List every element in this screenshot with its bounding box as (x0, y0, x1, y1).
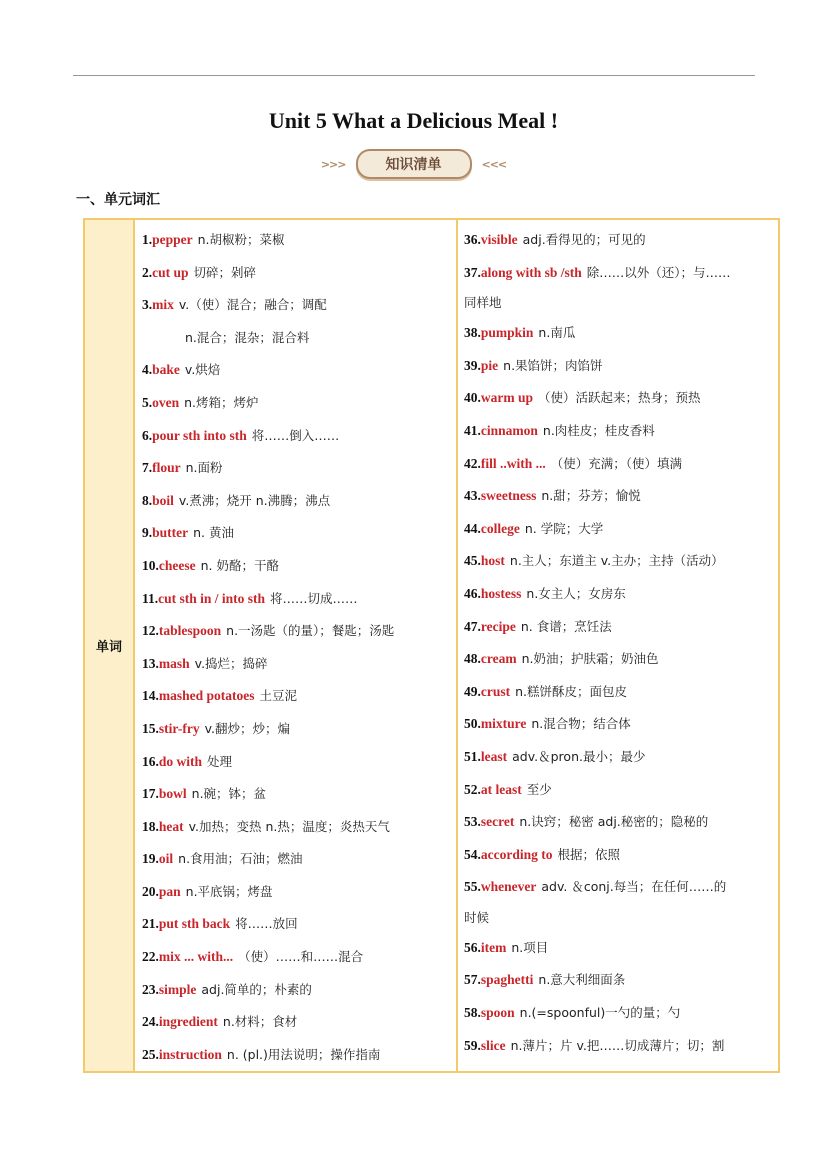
entry-definition: n.(=spoonful)一勺的量；勺 (519, 1005, 681, 1021)
entry-definition: n.诀窍；秘密 adj.秘密的；隐秘的 (519, 814, 709, 830)
entry-definition: adj.看得见的；可见的 (522, 232, 646, 247)
vocab-entry (464, 545, 778, 578)
entry-word: instruction (158, 1046, 222, 1062)
entry-word: crust (480, 683, 511, 699)
vocab-entry (142, 648, 456, 681)
entry-number: 38. (464, 325, 481, 341)
entry-definition: n.女主人；女房东 (526, 585, 626, 601)
entry-definition: （使）活跃起来；热身；预热 (538, 390, 701, 406)
entry-word: put sth back (158, 916, 231, 932)
entry-word: flour (152, 460, 181, 476)
entry-number: 42. (464, 455, 481, 471)
vocab-entry (142, 224, 456, 257)
entry-definition: v.加热；变热 n.热；温度；炎热天气 (188, 818, 390, 834)
entry-number: 19. (142, 851, 159, 867)
entry-definition: （使）……和……混合 (238, 949, 364, 965)
entry-number: 20. (142, 883, 159, 899)
entry-number: 5. (142, 394, 153, 410)
entry-word: pie (480, 357, 499, 373)
entry-definition: n.材料；食材 (222, 1014, 298, 1030)
entry-word: fill ..with ... (480, 455, 546, 471)
entry-word: at least (480, 781, 522, 797)
entry-word: according to (480, 846, 553, 862)
entry-word: pumpkin (480, 325, 534, 341)
entry-word: pan (158, 883, 181, 899)
vocab-entry (142, 257, 456, 290)
entry-word: recipe (480, 618, 516, 634)
entry-definition: n.果馅饼；肉馅饼 (503, 357, 603, 373)
entry-definition: 至少 (526, 781, 552, 797)
entry-number: 40. (464, 390, 481, 406)
vocab-entry (464, 676, 778, 709)
chevron-right-icon: >>> (320, 157, 346, 171)
entry-definition: n.糕饼酥皮；面包皮 (515, 683, 628, 699)
entry-definition: 切碎；剁碎 (193, 264, 257, 280)
entry-number: 18. (142, 818, 159, 834)
entry-definition: n.南瓜 (538, 325, 576, 341)
entry-word: cut up (152, 264, 189, 280)
entry-word: simple (158, 981, 197, 997)
entry-number: 21. (142, 916, 159, 932)
entry-number: 14. (142, 688, 159, 704)
entry-number: 37. (464, 264, 481, 280)
entry-definition: adv.＆pron.最小；最少 (512, 748, 646, 764)
entry-number: 58. (464, 1005, 481, 1021)
entry-word: mix (152, 297, 174, 313)
vocab-column-right (457, 219, 779, 1072)
vocab-entry (464, 480, 778, 513)
header-rule (73, 75, 755, 76)
vocab-entry (464, 997, 778, 1030)
entry-number: 16. (142, 753, 159, 769)
entry-definition: 根据；依照 (557, 846, 621, 862)
entry-number: 17. (142, 786, 159, 802)
vocab-entry (142, 843, 456, 876)
entry-definition: n.意大利细面条 (538, 972, 626, 988)
entry-definition: v.（使）混合；融合；调配 (178, 297, 327, 313)
entry-definition: n. 食谱；烹饪法 (520, 618, 612, 634)
vocab-entry (464, 611, 778, 644)
entry-number: 54. (464, 846, 481, 862)
entry-number: 49. (464, 683, 481, 699)
vocab-entry (464, 382, 778, 415)
vocab-entry (464, 708, 778, 741)
entry-number: 45. (464, 553, 481, 569)
knowledge-list-badge: 知识清单 (356, 149, 472, 179)
entry-number: 10. (142, 557, 159, 573)
row-label: 单词 (84, 219, 134, 1072)
vocab-entry (142, 420, 456, 453)
vocab-entry (142, 452, 456, 485)
vocab-entry (464, 964, 778, 997)
entry-number: 25. (142, 1046, 159, 1062)
vocab-entry (464, 932, 778, 965)
entry-number: 48. (464, 651, 481, 667)
entry-definition: （使）充满；（使）填满 (550, 455, 683, 471)
entry-definition: v.翻炒；炒；煸 (204, 720, 291, 736)
entry-number: 36. (464, 232, 481, 247)
entry-definition: v.煮沸；烧开 n.沸腾；沸点 (178, 492, 331, 508)
entry-word: pour sth into sth (152, 427, 247, 443)
entry-definition: n.混合物；结合体 (531, 716, 631, 732)
entry-number: 23. (142, 981, 159, 997)
entry-definition: n.平底锅；烤盘 (185, 883, 273, 899)
entry-number: 44. (464, 520, 481, 536)
entry-word: whenever (480, 879, 537, 895)
entry-number: 7. (142, 460, 153, 476)
vocab-entry (142, 550, 456, 583)
entry-definition-continued: 时候 (464, 909, 490, 925)
entry-definition: n. 黄油 (193, 525, 234, 541)
vocab-entry (464, 513, 778, 546)
vocab-entry (464, 871, 778, 904)
vocab-entry (142, 289, 456, 322)
vocab-entry (142, 615, 456, 648)
knowledge-list-badge-row (0, 148, 827, 180)
entry-definition: n.混合；混杂；混合料 (185, 329, 310, 345)
entry-definition: n.奶油；护肤霜；奶油色 (521, 651, 659, 667)
entry-number: 47. (464, 618, 481, 634)
section-heading: 一、单元词汇 (76, 192, 160, 208)
vocab-entry (142, 322, 456, 355)
entry-word: cream (480, 651, 517, 667)
entry-definition: n.碗；钵；盆 (191, 786, 267, 802)
entry-word: do with (158, 753, 203, 769)
entry-number: 43. (464, 488, 481, 504)
vocab-entry (142, 1039, 456, 1072)
entry-definition: 将……倒入…… (251, 427, 340, 443)
vocab-entry (464, 350, 778, 383)
page-title: Unit 5 What a Delicious Meal ! (268, 108, 559, 133)
entry-number: 11. (142, 590, 159, 606)
vocab-entry (464, 741, 778, 774)
entry-word: boil (152, 492, 174, 508)
vocab-entry (142, 941, 456, 974)
vocab-entry (142, 485, 456, 518)
entry-definition: v.烘焙 (184, 362, 221, 378)
entry-word: cut sth in / into sth (158, 590, 266, 606)
vocab-entry (142, 778, 456, 811)
entry-definition: n.面粉 (185, 460, 223, 476)
entry-number: 3. (142, 297, 153, 313)
vocab-entry (142, 746, 456, 779)
entry-word: pepper (152, 232, 193, 247)
entry-word: cinnamon (480, 422, 538, 438)
vocab-entry (142, 517, 456, 550)
vocab-entry (464, 643, 778, 676)
entry-word: least (480, 748, 508, 764)
entry-definition: n.甜；芬芳；愉悦 (541, 488, 641, 504)
entry-word: ingredient (158, 1014, 218, 1030)
vocab-entry (464, 415, 778, 448)
vocab-entry (464, 578, 778, 611)
entry-word: oven (152, 394, 180, 410)
vocab-entry (464, 317, 778, 350)
entry-word: mash (158, 655, 190, 671)
entry-number: 50. (464, 716, 481, 732)
entry-word: tablespoon (158, 623, 222, 639)
entry-definition: 除……以外（还）；与…… (586, 264, 731, 280)
entry-number: 46. (464, 585, 481, 601)
entry-definition: n.一汤匙（的量）；餐匙；汤匙 (226, 623, 395, 639)
vocab-column-left (134, 219, 457, 1072)
entry-word: bake (152, 362, 180, 378)
entry-definition: n. 奶酪；干酪 (200, 557, 279, 573)
entry-word: hostess (480, 585, 522, 601)
entry-definition: n.食用油；石油；燃油 (178, 851, 303, 867)
vocab-entry (464, 448, 778, 481)
entry-definition: adv. ＆conj.每当；在任何……的 (541, 879, 727, 895)
entry-word: oil (158, 851, 174, 867)
entry-number: 22. (142, 949, 159, 965)
entry-word: mashed potatoes (158, 688, 255, 704)
entry-definition: n.胡椒粉；菜椒 (197, 232, 285, 247)
vocab-entry (464, 224, 778, 257)
entry-word: along with sb /sth (480, 264, 582, 280)
entry-number: 24. (142, 1014, 159, 1030)
entry-number: 1. (142, 232, 153, 247)
entry-number: 13. (142, 655, 159, 671)
vocab-entry (142, 908, 456, 941)
entry-word: secret (480, 814, 515, 830)
entry-number: 41. (464, 422, 481, 438)
entry-definition: n.薄片；片 v.把……切成薄片；切；割 (510, 1037, 725, 1053)
entry-word: host (480, 553, 505, 569)
entry-definition: adj.简单的；朴素的 (201, 981, 312, 997)
vocabulary-table (83, 218, 780, 1073)
entry-definition: n.项目 (511, 939, 549, 955)
entry-definition: v.捣烂；捣碎 (194, 655, 268, 671)
vocab-entry (464, 839, 778, 872)
vocab-entry (142, 354, 456, 387)
vocab-entry (142, 876, 456, 909)
vocab-entry (142, 811, 456, 844)
entry-word: mix ... with... (158, 949, 234, 965)
entry-number: 56. (464, 939, 481, 955)
entry-number: 51. (464, 748, 481, 764)
entry-definition: 土豆泥 (259, 688, 298, 704)
entry-number: 55. (464, 879, 481, 895)
entry-definition: 将……切成…… (270, 590, 358, 606)
entry-word: cheese (158, 557, 196, 573)
entry-word: visible (480, 232, 518, 247)
entry-word: college (480, 520, 520, 536)
entry-number: 6. (142, 427, 153, 443)
entry-word: butter (152, 525, 189, 541)
entry-number: 53. (464, 814, 481, 830)
vocab-entry (142, 1006, 456, 1039)
entry-word: bowl (158, 786, 187, 802)
entry-definition: 将……放回 (235, 916, 298, 932)
entry-number: 4. (142, 362, 153, 378)
entry-word: warm up (480, 390, 534, 406)
entry-number: 59. (464, 1037, 481, 1053)
entry-word: stir-fry (158, 720, 200, 736)
entry-word: spaghetti (480, 972, 534, 988)
chevron-left-icon: <<< (481, 157, 507, 171)
entry-number: 12. (142, 623, 159, 639)
entry-word: sweetness (480, 488, 537, 504)
entry-definition: 处理 (207, 753, 233, 769)
vocab-entry (464, 774, 778, 807)
entry-number: 8. (142, 492, 153, 508)
entry-word: item (480, 939, 507, 955)
vocab-entry (142, 583, 456, 616)
entry-definition: n. (pl.)用法说明；操作指南 (226, 1046, 381, 1062)
vocab-entry (142, 680, 456, 713)
vocab-entry (142, 713, 456, 746)
entry-definition: n.肉桂皮；桂皮香料 (542, 422, 655, 438)
entry-number: 39. (464, 357, 481, 373)
entry-definition: n.烤箱；烤炉 (184, 394, 259, 410)
vocab-entry (464, 1030, 778, 1063)
vocab-entry (142, 387, 456, 420)
entry-definition: n.主人；东道主 v.主办；主持（活动） (509, 553, 724, 569)
entry-word: heat (158, 818, 184, 834)
entry-number: 2. (142, 264, 153, 280)
entry-word: spoon (480, 1005, 515, 1021)
vocab-entry (464, 806, 778, 839)
entry-number: 52. (464, 781, 481, 797)
entry-word: slice (480, 1037, 506, 1053)
entry-definition: n. 学院；大学 (524, 520, 604, 536)
entry-number: 57. (464, 972, 481, 988)
entry-word: mixture (480, 716, 527, 732)
vocab-entry (142, 974, 456, 1007)
entry-definition-continued: 同样地 (464, 295, 502, 311)
entry-number: 15. (142, 720, 159, 736)
vocab-entry (464, 257, 778, 290)
entry-number: 9. (142, 525, 153, 541)
